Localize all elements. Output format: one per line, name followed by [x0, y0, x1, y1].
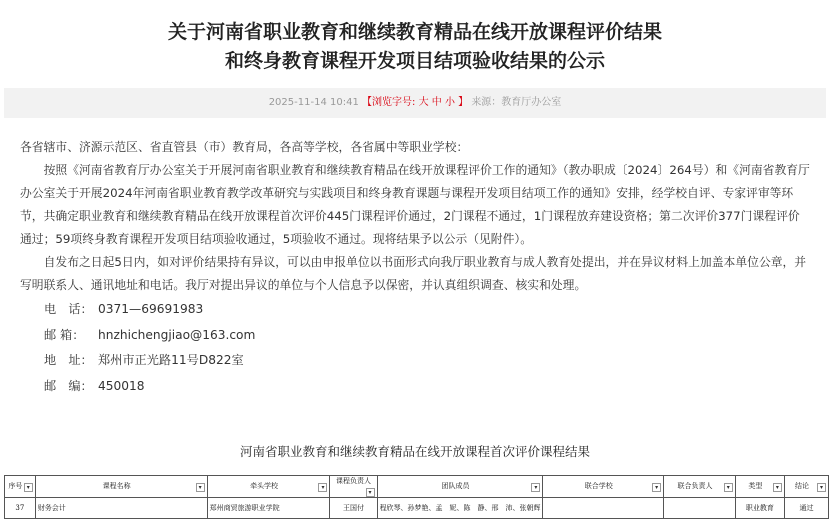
font-size-switcher: 【浏览字号: 大 中 小 】	[362, 97, 469, 108]
table-header-row	[5, 476, 829, 498]
header-course[interactable]: 课程名称 ▾	[35, 476, 207, 498]
cell-partner-leader	[664, 498, 736, 519]
header-team[interactable]: 团队成员 ▾	[377, 476, 543, 498]
filter-dropdown-icon[interactable]: ▾	[366, 488, 375, 497]
title-line-1: 关于河南省职业教育和继续教育精品在线开放课程评价结果	[167, 21, 662, 43]
title-line-2: 和终身教育课程开发项目结项验收结果的公示	[224, 50, 605, 72]
cell-course: 财务会计	[35, 498, 207, 519]
filter-dropdown-icon[interactable]: ▾	[652, 483, 661, 492]
table-title: 河南省职业教育和继续教育精品在线开放课程首次评价课程结果	[239, 444, 590, 459]
cell-result: 通过	[784, 498, 828, 519]
font-size-medium-link[interactable]: 中	[431, 97, 442, 108]
article-body	[20, 136, 810, 399]
salutation: 各省辖市、济源示范区、省直管县（市）教育局，各高等学校，各省属中等职业学校：	[20, 140, 469, 154]
header-partner-school[interactable]: 联合学校 ▾	[543, 476, 664, 498]
contact-info	[20, 297, 810, 399]
cell-leader: 王国付	[330, 498, 377, 519]
contact-address: 地 址： 郑州市正光路11号D822室	[44, 353, 244, 367]
paragraph-2: 自发布之日起5日内，如对评价结果持有异议，可以由申报单位以书面形式向我厅职业教育与成人教育处提出，并在异议材料上加盖本单位公章，并写明联系人、通讯地址和电话。我厅对提出异议的单位与个人信息予以保密，并认真组织调查、核实和处理。	[20, 255, 807, 292]
cell-school: 郑州商贸旅游职业学院	[207, 498, 330, 519]
header-no[interactable]: 序号 ▾	[5, 476, 36, 498]
table-row	[5, 498, 829, 519]
font-size-large-link[interactable]: 大	[418, 97, 429, 108]
filter-dropdown-icon[interactable]: ▾	[24, 483, 33, 492]
contact-postcode: 邮 编： 450018	[44, 378, 145, 393]
header-type[interactable]: 类型 ▾	[735, 476, 784, 498]
cell-no: 37	[5, 498, 36, 519]
header-school[interactable]: 牵头学校 ▾	[207, 476, 330, 498]
article-source: 来源：教育厅办公室	[471, 97, 562, 108]
publish-datetime: 2025-11-14 10:41	[268, 97, 359, 108]
header-leader[interactable]: 课程负责人 ▾	[330, 476, 377, 498]
cell-partner-school	[543, 498, 664, 519]
page-title	[0, 18, 830, 76]
contact-email: 邮 箱： hnzhichengjiao@163.com	[44, 327, 256, 342]
filter-dropdown-icon[interactable]: ▾	[724, 483, 733, 492]
article-meta-bar	[4, 88, 826, 118]
cell-type: 职业教育	[735, 498, 784, 519]
cell-team: 程欣琴、孙梦艳、孟 妮、陈 静、邢 沛、张朝辉	[377, 498, 543, 519]
filter-dropdown-icon[interactable]: ▾	[817, 483, 826, 492]
header-result[interactable]: 结论 ▾	[784, 476, 828, 498]
contact-phone: 电 话： 0371—69691983	[44, 302, 204, 316]
results-table	[4, 475, 829, 519]
header-partner-leader[interactable]: 联合负责人 ▾	[664, 476, 736, 498]
filter-dropdown-icon[interactable]: ▾	[196, 483, 205, 492]
font-size-small-link[interactable]: 小	[444, 97, 455, 108]
paragraph-1: 按照《河南省教育厅办公室关于开展河南省职业教育和继续教育精品在线开放课程评价工作的通知》（教办职成〔2024〕264号）和《河南省教育厅办公室关于开展2024年河南省职业教育教学改革研究与实践项目和终身教育课题与课程开发项目结项工作的通知》安排，经学校自评、专家评审等环节，共确定职业教育和继续教育精品在线开放课程首次评价445门课程评价通过，2门课程不通过，1门课程放弃建设资格；第二次评价377门课程评价通过；59项终身教育课程开发项目结项验收通过，5项验收不通过。现将结果予以公示（见附件）。	[20, 163, 810, 246]
filter-dropdown-icon[interactable]: ▾	[318, 483, 327, 492]
filter-dropdown-icon[interactable]: ▾	[773, 483, 782, 492]
filter-dropdown-icon[interactable]: ▾	[531, 483, 540, 492]
